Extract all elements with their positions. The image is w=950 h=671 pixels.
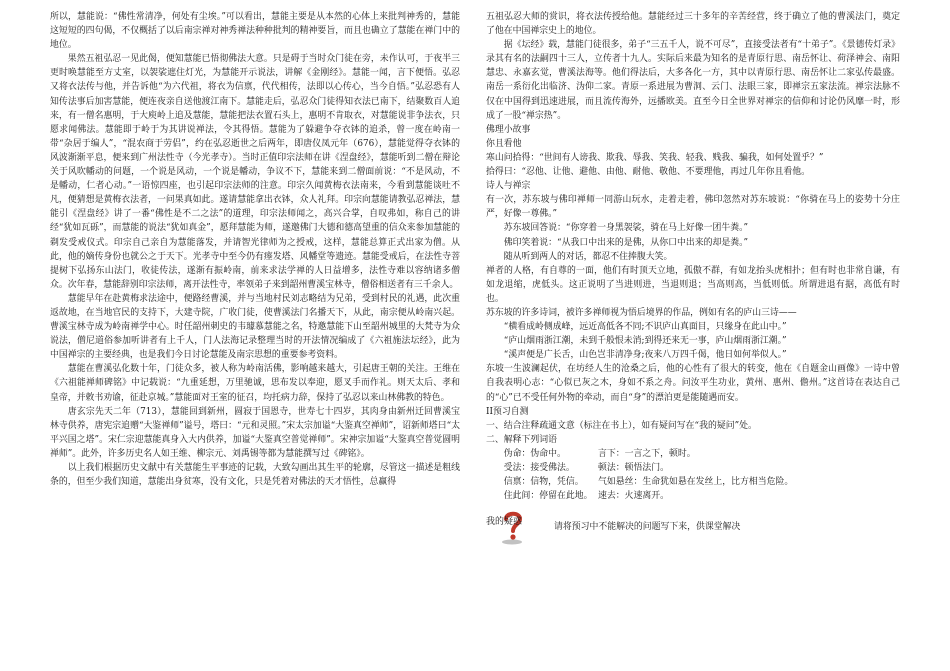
vocab-item: 气如悬丝：生命犹如悬在发丝上，比方相当危险。 <box>598 477 794 488</box>
paragraph: 有一次，苏东坡与佛印禅师一同游山玩水，走着走着，佛印忽然对苏东坡说：“你骑在马上的姿势十分庄严，好像一尊佛。” <box>486 195 900 220</box>
paragraph: 佛印笑着说：“从我口中出来的是佛，从你口中出来的却是粪。” <box>503 237 749 248</box>
poem-line: “溪声便是广长舌，山色岂非清净身;夜来八万四千偈，他日如何举似人。” <box>503 350 787 361</box>
story-title: 你且看他 <box>486 138 522 149</box>
vocab-item: 信禀：信物，凭信。 <box>503 477 584 488</box>
vocab-row <box>486 461 900 475</box>
my-questions-block <box>486 509 900 545</box>
paragraph: 苏东坡的许多诗词，被许多禅师视为悟后境界的作品，例如有名的庐山三诗—— <box>486 307 797 318</box>
paragraph: 五祖弘忍大师的赏识，将衣法传授给他。慧能经过三十多年的辛苦经营，终于确立了他的曹溪法门，奠定了他在中国禅宗史上的地位。 <box>486 12 900 37</box>
vocab-item: 住此间：停留在此地。 <box>503 491 593 502</box>
vocab-item: 伪命：伪命中。 <box>503 448 566 459</box>
vocab-row <box>486 489 900 503</box>
my-questions-label <box>486 509 524 545</box>
story-answer: 拾得曰：“忍他、让他、避他、由他、耐他、敬他、不要理他，再过几年你且看他。 <box>486 167 811 178</box>
paragraph: 随从听到两人的对话，都忍不住捧腹大笑。 <box>503 251 673 262</box>
paragraph: 东坡一生波澜起伏，在坊经人生的沧桑之后，他的心性有了很大的转变，他在《自题金山画像》一诗中曾自我表明心志：“心似已灰之木，身如不系之舟。问汝平生功业，黄州、惠州、儋州。”这首诗在表达自己的“心”已不受任何外物的牵动，而自“身”的漂泊更是能随遇而安。 <box>486 364 900 403</box>
paragraph: 苏东坡回答说：“你穿着一身黑袈裟，骑在马上好像一团牛粪。” <box>503 223 749 234</box>
vocab-item: 顿法：顿悟法门。 <box>598 463 669 473</box>
paragraph: 以上我们根据历史文献中有关慧能生平事迹的记载，大致勾画出其生平的轮廓，尽管这一描述是粗线条的，但至少我们知道，慧能出身贫寒，没有文化，只是凭着对佛法的天才悟性，总赢得 <box>50 463 460 488</box>
task-line: 一、结合注释疏通文意（标注在书上），如有疑问写在“我的疑问”处。 <box>486 420 757 431</box>
vocab-row <box>486 475 900 489</box>
vocab-item: 受法：接受佛法。 <box>503 463 575 473</box>
story-question: 寒山问拾得：“世间有人谤我、欺我、辱我、笑我、轻我、贱我、骗我，如何处置乎？” <box>486 152 824 163</box>
section-heading: II预习自测 <box>486 406 529 417</box>
paragraph: 慧能在曹溪弘化数十年，门徒众多，被人称为岭南活佛，影响越来越大，引起唐王朝的关注。王维在《六祖能禅师碑铭》中记载说：“九重延想，万里驰诚，思布发以奉迎，愿叉手而作礼。则天太后、孝和皇帝，并敕书劝谕，征赴京城。”慧能面对王室的征召，均托病力辞，保持了弘忍以来山林佛教的特色。 <box>50 364 460 403</box>
paragraph: 禅者的人格，有自尊的一面，他们有时顶天立地，孤傲不群，有如龙抬头虎相扑；但有时也非常自谦，有如龙退缩，虎低头。这正说明了当进则进，当退则退；当高则高，当低则低。所谓进退有据，高低有时也。 <box>486 265 900 304</box>
vocab-item: 速去：火速离开。 <box>598 491 669 502</box>
right-column <box>486 10 900 545</box>
section-heading: 佛理小故事 <box>486 124 531 135</box>
task-line: 二、解释下列词语 <box>486 434 557 445</box>
poem-line: “横看成岭侧成峰，远近高低各不同;不识庐山真面目，只缘身在此山中。” <box>503 322 787 333</box>
section-heading: 诗人与禅宗 <box>486 181 531 192</box>
poem-line: “庐山烟雨浙江潮，未到千般恨未消;到得还来无一事，庐山烟雨浙江潮。” <box>503 336 787 347</box>
paragraph: 据《坛经》载，慧能门徒很多，弟子“三五千人，说不可尽”，直接受法者有“十弟子”。《景德传灯录》录其有名的法嗣四十三人，立传者十九人。实际后来最为知名的是青原行思、南岳怀让、荷泽神会、南阳慧忠、永嘉玄觉，曹溪法海等。他们得法后，大多各化一方，其中以青原行思、南岳怀让二家弘传最盛。南岳一系衍化出临济、沩仰二家。青原一系进展为曹洞、云门、法眼三家，即禅宗五家法流。禅宗法脉不仅在中国得到迅速进展，而且流传海外，远播欧美。直至今日全世界对禅宗的信仰和讨论仍风靡一时，形成了一股“禅宗热”。 <box>486 40 900 121</box>
left-column <box>50 10 460 489</box>
my-questions-label-text: 我的疑惑 <box>486 517 523 528</box>
paragraph: 所以，慧能说：“佛性常清净，何处有尘埃。”可以看出，慧能主要是从本然的心体上来批判神秀的，慧能这短短的四句偈，不仅概括了以后南宗禅对神秀禅法种种批判的精神要旨，而且也确立了慧能在禅门中的地位。 <box>50 12 460 51</box>
vocab-row <box>486 447 900 461</box>
paragraph: 唐玄宗先天二年（713），慧能回到新州，圆寂于国恩寺，世寿七十四岁，其肉身由新州迁回曹溪宝林寺供养，唐宪宗追赠“大鉴禅师”谥号，塔曰：“元和灵照。”宋太宗加谥“大鉴真空禅师”，诏新师塔曰“太平兴国之塔”。宋仁宗迎慧能真身入大内供养，加谥“大鉴真空普觉禅师”。宋神宗加谥“大鉴真空普觉圆明禅师”。此外，许多历史名人如王维、柳宗元、刘禹锡等都为慧能撰写过《碑铭》。 <box>50 406 460 459</box>
my-questions-instruction: 请将预习中不能解决的问题写下来，供课堂解决 <box>554 522 741 533</box>
paragraph: 慧能早年在赴黄梅求法途中，便路经曹溪，并与当地村民刘志略结为兄弟，受到村民的礼遇，此次重返故地，在当地官民的支持下，大建寺院，广收门徒，使曹溪法门名播天下，从此，南宗便从岭南兴起。曹溪宝林寺成为岭南禅学中心。时任韶州刺史的韦璩慕慧能之名，特邀慧能下山至韶州城里的大梵寺为众说法，僧尼道俗参加听讲者有上千人，门人法海记录整理当时的开法情况编成了《六祖施法坛经》，此为中国禅宗的主要经典，也是我们今日讨论慧能及南宗思想的重要参考资料。 <box>50 293 460 361</box>
vocab-item: 言下：一言之下，顿时。 <box>598 448 696 459</box>
paragraph: 果然五祖弘忍一见此偈，便知慧能已悟彻佛法大意。只是碍于当时众门徒在旁，未作认可，于夜半三更时唤慧能至方丈室，以袈裟遮住灯光，为慧能开示说法，讲解《金刚经》。慧能一闻，言下便悟。弘忍又将衣法传与他，并告诉他“为六代祖，将衣为信禀，代代相传，法即以心传心，当今自悟。”弘忍恐有人知传法事后加害慧能，便连夜亲自送他渡江南下。慧能走后，弘忍众门徒得知衣法已南下，结聚数百人追来，有一僧名惠明，于大庾岭上追及慧能，慧能把法衣置石头上，惠明不肯取衣，对慧能说非争法衣，只愿求闻佛法。慧能即于岭于为其讲说禅法，令其得悟。慧能为了躲避争夺衣钵的追杀，曾一度在岭南一带“杂居于编人”，“混农商于劳侣”，约在弘忍逝世之后两年，即唐仪凤元年（676），慧能觉得夺衣钵的风波渐渐平息，便来到广州法性寺（今光孝寺）。当时正值印宗法师在讲《涅盘经》，慧能听到二僧在辩论关于风吹幡动的问题，一个说是风动，一个说是幡动，争议不下，慧能来到二僧面前说：“不是风动，不是幡动，仁者心动。”一语惊四座，也引起印宗法师的注意。印宗久闻黄梅衣法南来，今看到慧能谈吐不凡，便猜想是黄梅衣法者，一问果真如此。遂请慧能拿出衣钵，众人礼拜。印宗向慧能请教弘忍禅法，慧能引《涅盘经》讲了一番“佛性是不二之法”的道理，印宗法师闻之，高兴合掌，自叹弗如，称自己的讲经“犹如瓦砾”，而慧能的说法“犹如真金”，愿拜慧能为师，遂邀佛门大德和德高望重的信众来参加慧能的剃发受戒仪式。印宗自己亲自为慧能落发，并请智光律师为之授戒，这样，慧能总算正式出家为僧。从此，他的嫡传身份也就公之于天下。光孝寺中至今仍有瘗发塔、风幡堂等遗迹。慧能受戒后，在法性寺菩提树下弘扬东山法门，收徒传法，遂渐有振岭南，前来求法学禅的人日益增多，法性寺难以容纳诸多僧众。次年春，慧能辞别印宗法师，离开法性寺，率领弟子来到韶州曹溪宝林寺，僧俗相送者有三千余人。 <box>50 54 460 290</box>
